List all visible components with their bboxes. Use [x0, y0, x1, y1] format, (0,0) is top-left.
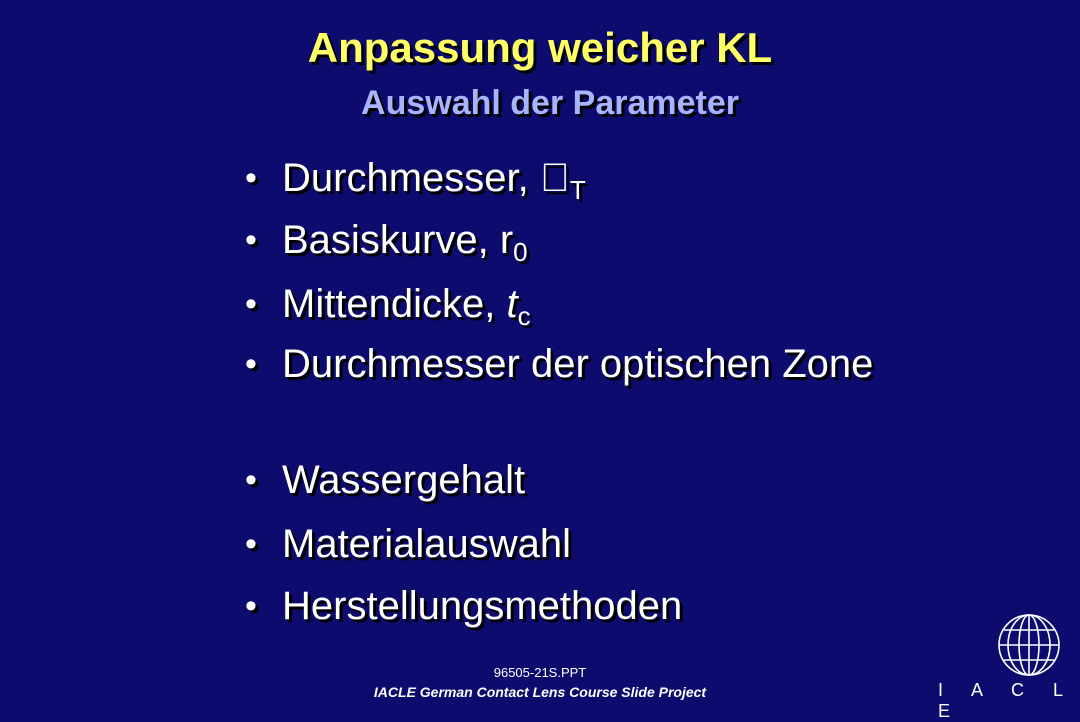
bullet-marker: • [245, 587, 257, 625]
bullet-list [245, 155, 885, 633]
bullet-item-diameter [245, 155, 885, 217]
iacle-logo-text: I A C L E [938, 680, 1075, 721]
bullet-item-base-curve [245, 217, 885, 281]
bullet-subscript: c [517, 301, 531, 331]
slide-title: Anpassung weicher KL [307, 24, 773, 71]
bullet-text: Durchmesser, [282, 156, 540, 200]
bullet-item-optic-zone [245, 341, 885, 457]
bullet-text: Herstellungsmethoden [282, 584, 683, 628]
bullet-item-manufacturing [245, 583, 885, 633]
bullet-text: Basiskurve, r [282, 218, 514, 262]
bullet-item-material [245, 521, 885, 583]
diameter-symbol [540, 156, 570, 200]
bullet-marker: • [245, 285, 257, 323]
bullet-text: Mittendicke, [282, 282, 507, 326]
bullet-marker: • [245, 461, 257, 499]
bullet-marker: • [245, 221, 257, 259]
bullet-subscript: 0 [513, 237, 528, 267]
bullet-text: Durchmesser der optischen Zone [282, 342, 874, 386]
globe-icon [996, 612, 1062, 678]
bullet-item-water-content [245, 457, 885, 521]
bullet-item-center-thickness [245, 281, 885, 341]
bullet-subscript: T [539, 175, 556, 205]
footer-file-code: 96505-21S.PPT [493, 665, 587, 680]
bullet-text: Materialauswahl [282, 522, 572, 566]
bullet-marker: • [245, 525, 257, 563]
bullet-text: Wassergehalt [282, 458, 526, 502]
footer-project-name: IACLE German Contact Lens Course Slide Project [373, 684, 707, 700]
slide-subtitle: Auswahl der Parameter [361, 84, 739, 122]
bullet-marker: • [245, 159, 257, 197]
bullet-italic-symbol: t [506, 282, 518, 326]
bullet-marker: • [245, 345, 257, 383]
